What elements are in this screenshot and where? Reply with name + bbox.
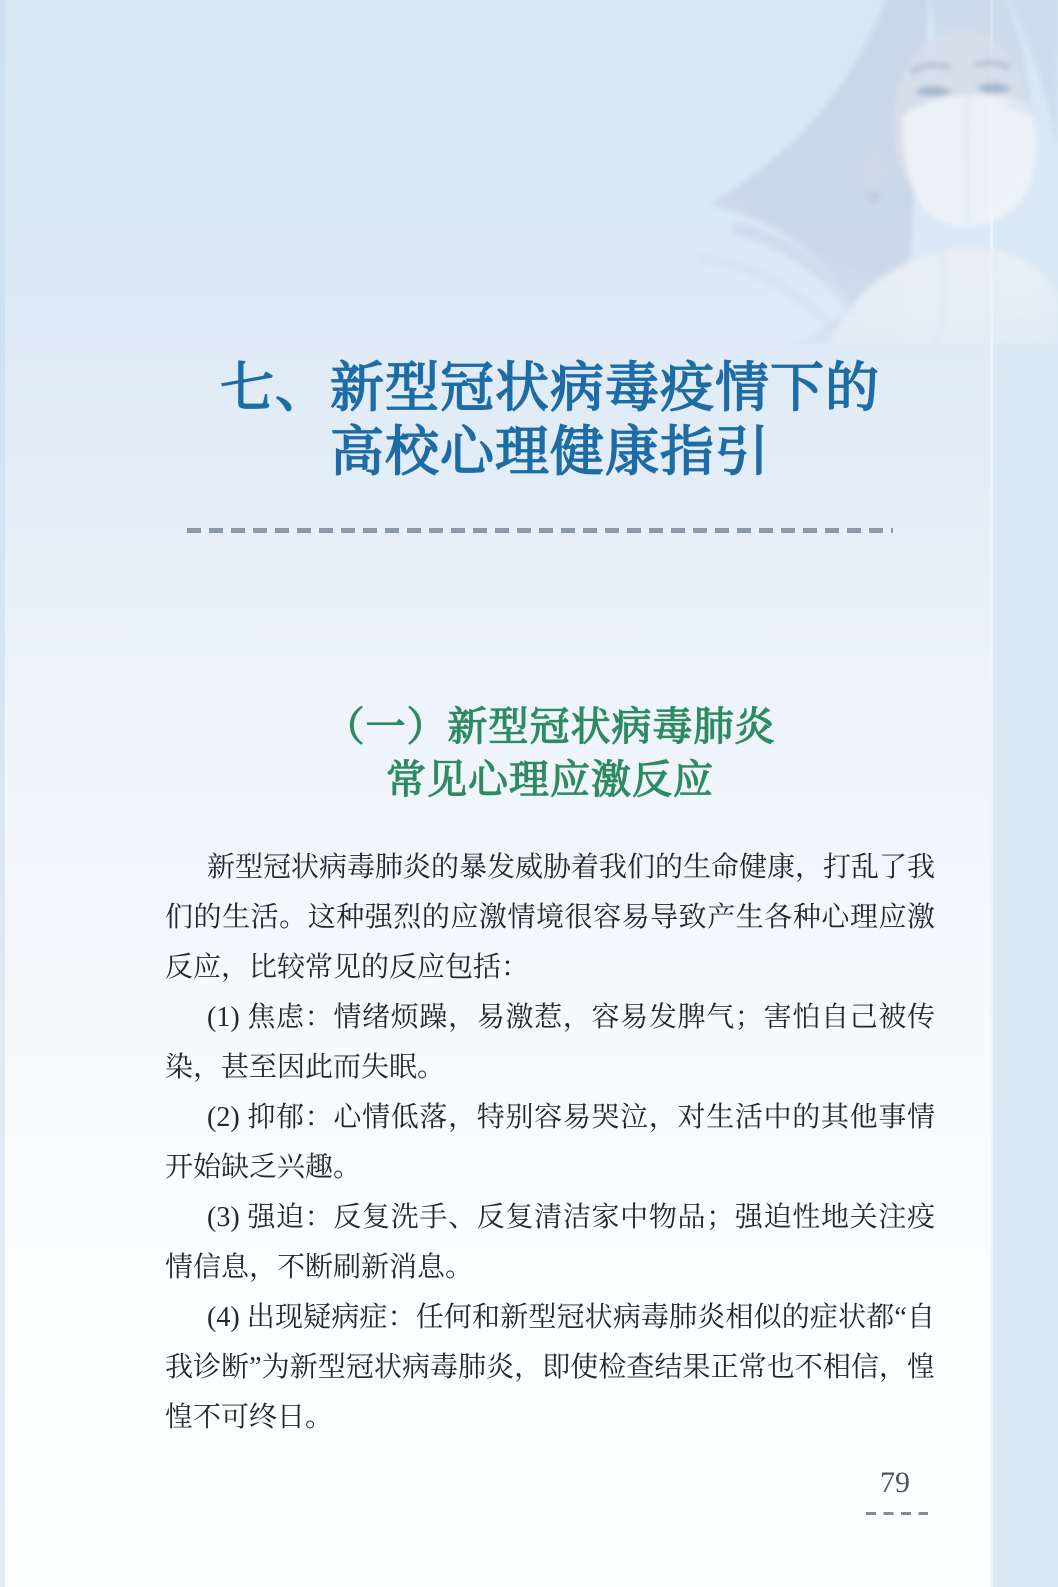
body-paragraph: 新型冠状病毒肺炎的暴发威胁着我们的生命健康，打乱了我们的生活。这种强烈的应激情境很容易导致产生各种心理应激反应，比较常见的反应包括： bbox=[165, 852, 936, 983]
ear-shape bbox=[860, 148, 888, 192]
earring bbox=[869, 191, 879, 201]
body-paragraph: (1) 焦虑：情绪烦躁，易激惹，容易发脾气；害怕自己被传染，甚至因此而失眠。 bbox=[165, 1002, 935, 1083]
masked-woman-photo bbox=[678, 0, 1058, 345]
body-paragraph: (3) 强迫：反复洗手、反复清洁家中物品；强迫性地关注疫情信息，不断刷新消息。 bbox=[165, 1202, 935, 1283]
section-heading-line2: 常见心理应激反应 bbox=[386, 757, 714, 802]
chapter-title-line1: 七、新型冠状病毒疫情下的 bbox=[220, 358, 880, 418]
masked-woman-illustration bbox=[678, 0, 1058, 345]
chapter-title-line2: 高校心理健康指引 bbox=[330, 422, 770, 482]
chapter-title bbox=[165, 356, 935, 484]
section-heading bbox=[165, 700, 935, 806]
body-text-block bbox=[165, 843, 935, 1443]
page-left-edge bbox=[0, 0, 5, 1587]
page-number-dashes bbox=[866, 1512, 928, 1515]
body-paragraph: (2) 抑郁：心情低落，特别容易哭泣，对生活中的其他事情开始缺乏兴趣。 bbox=[165, 1102, 935, 1183]
section-heading-line1: （一）新型冠状病毒肺炎 bbox=[324, 704, 776, 749]
body-paragraph: (4) 出现疑病症：任何和新型冠状病毒肺炎相似的症状都“自我诊断”为新型冠状病毒肺炎，即使检查结果正常也不相信，惶惶不可终日。 bbox=[165, 1302, 935, 1433]
face-mask-shape bbox=[902, 95, 1035, 227]
dashed-divider bbox=[187, 528, 893, 533]
page-number: 79 bbox=[880, 1466, 910, 1499]
